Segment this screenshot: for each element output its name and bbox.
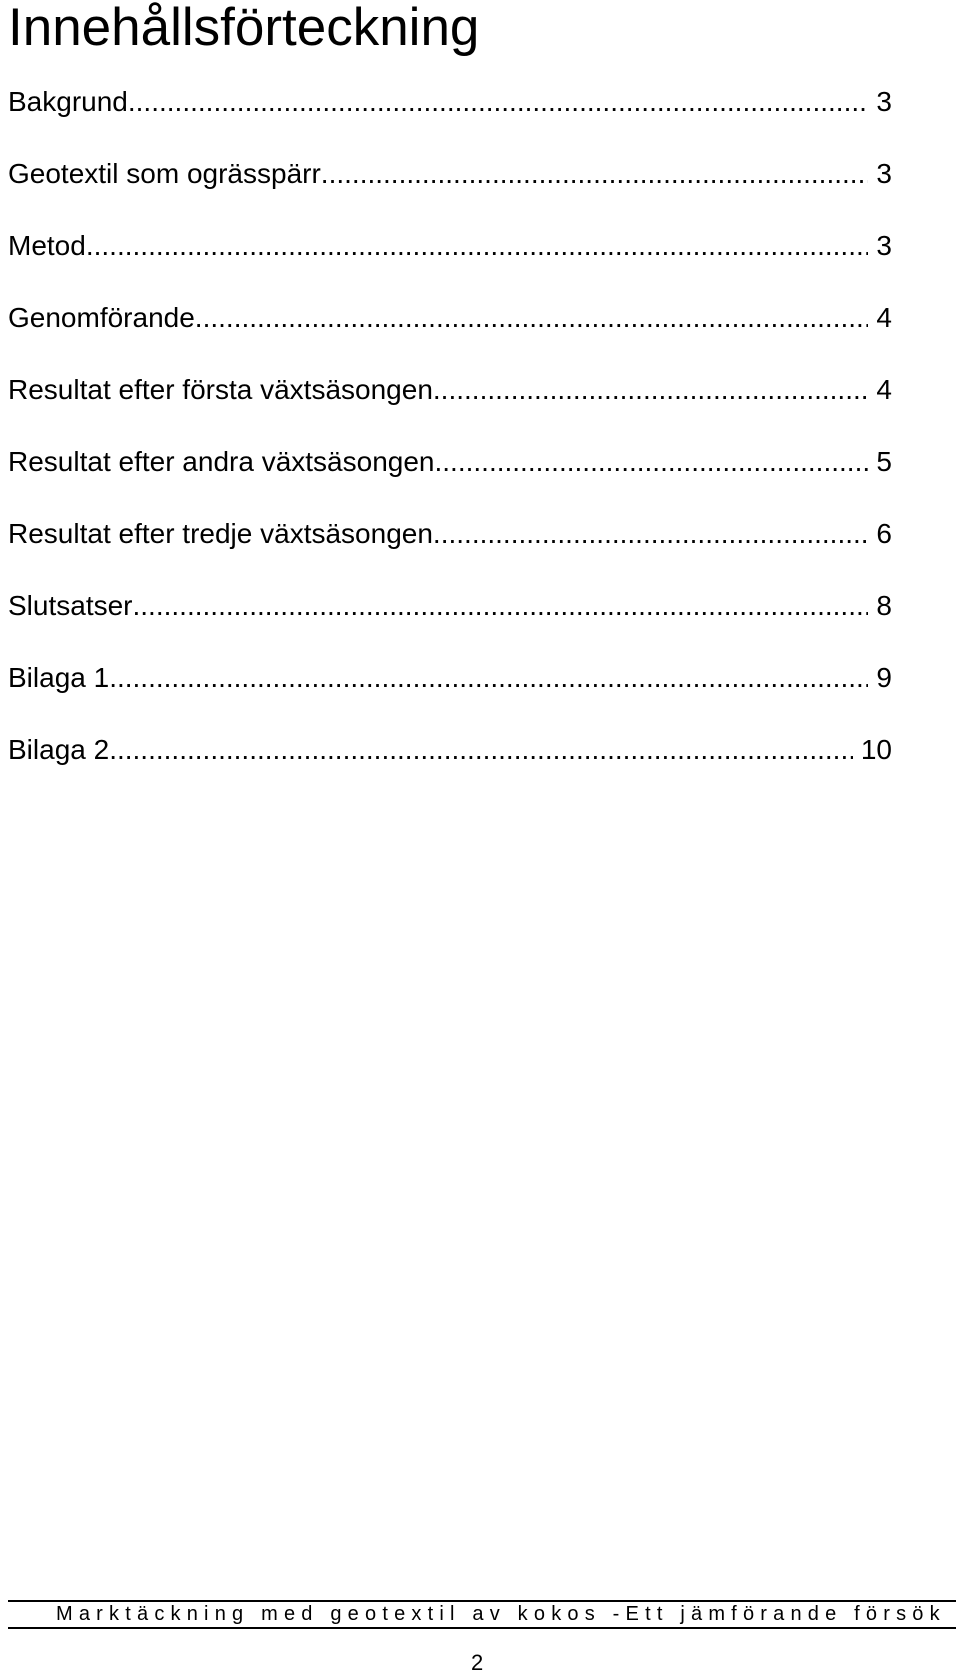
toc-dot-leader	[128, 78, 869, 126]
toc-dot-leader	[86, 222, 869, 270]
toc-entry[interactable]	[8, 726, 892, 798]
toc-entry-page: 4	[876, 302, 892, 333]
toc-dot-leader	[433, 366, 869, 414]
toc-entry-label: Bilaga 1	[8, 662, 110, 693]
toc-dot-leader	[109, 726, 853, 774]
toc-entry-page: 3	[876, 230, 892, 261]
toc-entry-page: 3	[876, 158, 892, 189]
toc-entry-page: 10	[860, 734, 892, 765]
toc-entry-label: Genomförande	[8, 302, 195, 333]
toc-entry-page: 5	[876, 446, 892, 477]
toc-entry[interactable]	[8, 150, 892, 222]
toc-entry-label: Bakgrund	[8, 86, 128, 117]
toc-dot-leader	[433, 510, 869, 558]
toc-entry-page: 4	[876, 374, 892, 405]
page-title: Innehållsförteckning	[8, 0, 480, 57]
page-number: 2	[471, 1650, 484, 1675]
footer-divider-bottom	[8, 1627, 956, 1629]
toc-entry[interactable]	[8, 366, 892, 438]
toc-entry[interactable]	[8, 654, 892, 726]
toc-entry-label: Bilaga 2	[8, 734, 110, 765]
footer-text: Marktäckning med geotextil av kokos -Ett jämförande försök	[56, 1603, 946, 1625]
toc-entry-label: Resultat efter första växtsäsongen	[8, 374, 433, 405]
toc-entry[interactable]	[8, 510, 892, 582]
toc-entry[interactable]	[8, 222, 892, 294]
table-of-contents	[8, 78, 892, 798]
toc-entry-page: 8	[876, 590, 892, 621]
toc-entry-label: Metod	[8, 230, 86, 261]
toc-entry[interactable]	[8, 294, 892, 366]
footer-divider-top	[8, 1600, 956, 1602]
toc-entry-label: Resultat efter andra växtsäsongen	[8, 446, 435, 477]
toc-entry[interactable]	[8, 438, 892, 510]
toc-dot-leader	[434, 438, 868, 486]
toc-entry[interactable]	[8, 582, 892, 654]
toc-dot-leader	[321, 150, 869, 198]
toc-dot-leader	[133, 582, 869, 630]
toc-entry[interactable]	[8, 78, 892, 150]
toc-dot-leader	[109, 654, 868, 702]
toc-entry-label: Geotextil som ogrässpärr	[8, 158, 321, 189]
toc-entry-page: 6	[876, 518, 892, 549]
toc-entry-page: 9	[876, 662, 892, 693]
toc-entry-label: Slutsatser	[8, 590, 133, 621]
toc-dot-leader	[195, 294, 869, 342]
toc-entry-label: Resultat efter tredje växtsäsongen	[8, 518, 433, 549]
toc-entry-page: 3	[876, 86, 892, 117]
